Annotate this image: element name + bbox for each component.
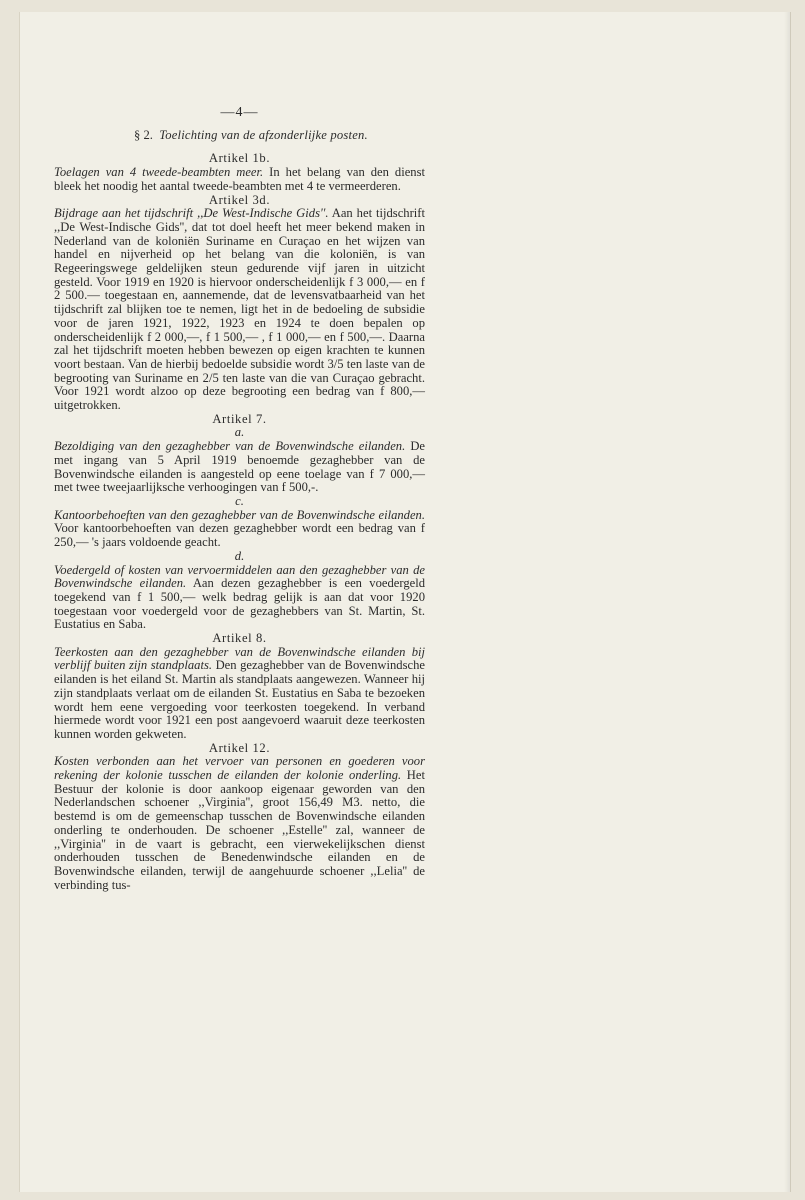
article-title: Artikel 12. (208, 740, 271, 755)
paragraph-body: Het Bestuur der kolonie is door aankoop eigenaar geworden van den Nederlandschen schoener ,,Virginia'', groot 156,49 M3. netto, die bestemd is om de gemeenschap tusschen de Bovenwindsche eilanden onderling te onderhouden. De schoener ,,Estelle'' zal, wanneer de ,,Virginia'' in de vaart is gebracht, een vierwekelijkschen dienst onderhouden tusschen de Benedenwindsche eilanden en de Bovenwindsche eilanden, terwijl de aangehuurde schoener ,,Lelia'' de verbinding tus- (54, 768, 425, 892)
article-title: Artikel 8. (212, 631, 267, 646)
article-7 (54, 413, 425, 632)
subsection-paragraph (54, 509, 425, 550)
article-8 (54, 632, 425, 742)
paragraph-body: Den gezaghebber van de Bovenwindsche eilanden is het eiland St. Martin als standplaats aangewezen. Wanneer hij zijn standplaats verlaat om de eilanden St. Eustatius en Saba te bezoeken wordt hem eene vergoeding voor teerkosten toegekend. In verband hiermede wordt voor 1921 een post aangevoerd waaruit deze teerkosten kunnen worden gekweten. (54, 658, 425, 741)
subsection-label: d. (234, 548, 245, 563)
section-title: Toelichting van de afzonderlijke posten. (159, 127, 368, 142)
paragraph-lead: Voedergeld of kosten van vervoermiddelen aan den gezaghebber van de Bovenwindsche eilanden. (54, 562, 425, 591)
article-paragraph (54, 646, 425, 742)
article-1b (54, 152, 425, 193)
paragraph-lead: Kosten verbonden aan het vervoer van personen en goederen voor rekening der kolonie tusschen de eilanden der kolonie onderling. (54, 754, 425, 783)
paragraph-lead: Bijdrage aan het tijdschrift ,,De West-Indische Gids''. (54, 206, 329, 221)
paragraph-body: In het belang van den dienst bleek het noodig het aantal tweede-beambten met 4 te vermeerderen. (54, 165, 425, 193)
paragraph-lead: Kantoorbehoeften van den gezaghebber van de Bovenwindsche eilanden. (54, 507, 425, 522)
article-paragraph (54, 166, 425, 193)
article-3d (54, 194, 425, 413)
document-body (54, 106, 425, 892)
subsection-paragraph (54, 440, 425, 495)
article-paragraph (54, 755, 425, 892)
subsection-paragraph (54, 564, 425, 633)
paragraph-body: De met ingang van 5 April 1919 benoemde gezaghebber van de Bovenwindsche eilanden is aangesteld op eene toelage van f 7 000,— met twee tweejaarlijksche verhoogingen van f 500,-. (54, 439, 425, 495)
paragraph-body: Voor kantoorbehoeften van dezen gezaghebber wordt een bedrag van f 250,— 's jaars voldoende geacht. (54, 521, 425, 550)
article-title: Artikel 1b. (208, 151, 271, 166)
paragraph-lead: Toelagen van 4 tweede-beambten meer. (54, 165, 264, 180)
paragraph-body: Aan dezen gezaghebber is een voedergeld toegekend van f 1 500,— welk bedrag gelijk is aan dat voor 1920 toegestaan voor voedergeld voor de gezaghebbers van St. Martin, St. Eustatius en Saba. (54, 576, 426, 632)
subsection-label: c. (235, 493, 244, 508)
document-page (20, 12, 790, 1192)
article-title: Artikel 7. (212, 411, 267, 426)
paragraph-body: Aan het tijdschrift ,,De West-Indische Gids'', dat tot doel heeft het meer bekend maken in Nederland van de koloniën Suriname en Curaçao en het wijzen van handel en nijverheid op het belang van die koloniën, is van Regeeringswege geldelijken steun gedurende vijf jaren in uitzicht gesteld. Voor 1919 en 1920 is hiervoor onderscheidenlijk f 3 000,— en f 2 500.— toegestaan en, aannemende, dat de levensvatbaarheid van het tijdschrift zal blijken toe te nemen, ligt het in de bedoeling de subsidie voor de jaren 1921, 1922, 1923 en 1924 te doen bepalen op onderscheidenlijk f 2 000,—, f 1 500,— , f 1 000,— en f 500,—. Daarna zal het tijdschrift moeten hebben bewezen op eigen krachten te kunnen voort bestaan. Van de hierbij bedoelde subsidie wordt 3/5 ten laste van de begrooting van Suriname en 2/5 ten laste van die van Curaçao gebracht. Voor 1921 wordt alzoo op deze begrooting een bedrag van f 800,— uitgetrokken. (54, 206, 425, 413)
page-number: —4— (220, 105, 259, 120)
article-paragraph (54, 207, 425, 413)
paragraph-lead: Bezoldiging van den gezaghebber van de Bovenwindsche eilanden. (54, 439, 406, 454)
section-mark: § 2. (134, 127, 153, 142)
section-heading (134, 129, 425, 143)
paragraph-lead: Teerkosten aan den gezaghebber van de Bovenwindsche eilanden bij verblijf buiten zijn standplaats. (54, 644, 425, 673)
article-title: Artikel 3d. (208, 192, 271, 207)
article-12 (54, 742, 425, 893)
subsection-label: a. (234, 425, 245, 440)
